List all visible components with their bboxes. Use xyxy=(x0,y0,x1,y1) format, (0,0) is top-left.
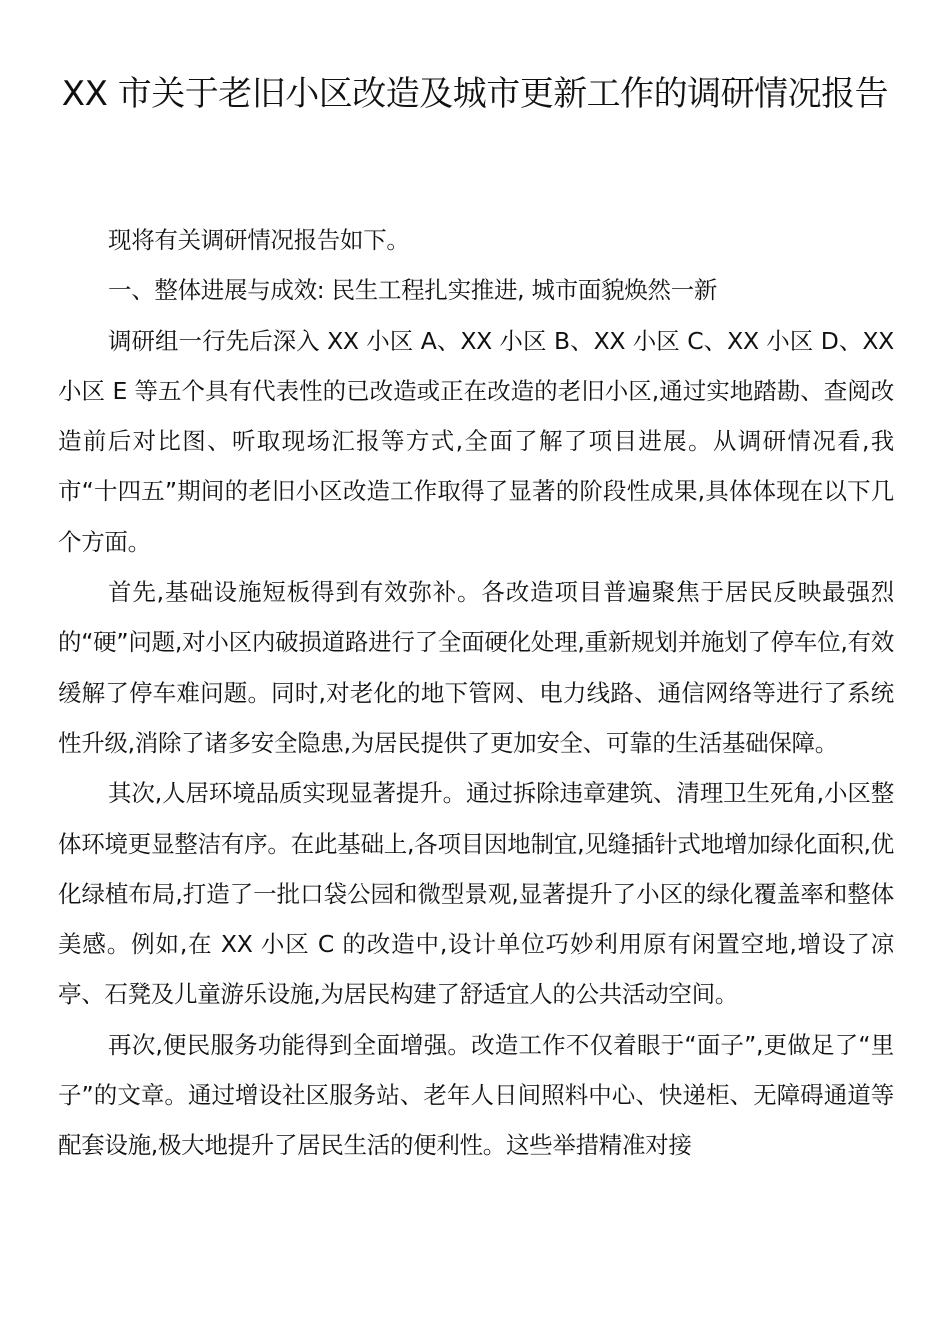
intro-paragraph: 现将有关调研情况报告如下。 xyxy=(108,226,410,254)
paragraph-infrastructure: 首先,基础设施短板得到有效弥补。各改造项目普遍聚焦于居民反映最强烈的“硬”问题,对小区内破损道路进行了全面硬化处理,重新规划并施划了停车位,有效缓解了停车难问题。同时,对老化的地下管网、电力线路、通信网络等进行了系统性升级,消除了诸多安全隐患,为居民提供了更加安全、可靠的生活基础保障。 xyxy=(58,578,894,757)
document-title: XX 市关于老旧小区改造及城市更新工作的调研情况报告 xyxy=(61,74,889,114)
document-body xyxy=(58,215,894,1171)
paragraph-overview: 调研组一行先后深入 XX 小区 A、XX 小区 B、XX 小区 C、XX 小区 D、XX 小区 E 等五个具有代表性的已改造或正在改造的老旧小区,通过实地踏勘、查阅改造前后对比图、听取现场汇报等方式,全面了解了项目进展。从调研情况看,我市“十四五”期间的老旧小区改造工作取得了显著的阶段性成果,具体体现在以下几个方面。 xyxy=(58,326,894,556)
paragraph-environment: 其次,人居环境品质实现显著提升。通过拆除违章建筑、清理卫生死角,小区整体环境更显整洁有序。在此基础上,各项目因地制宜,见缝插针式地增加绿化面积,优化绿植布局,打造了一批口袋公园和微型景观,显著提升了小区的绿化覆盖率和整体美感。例如,在 XX 小区 C 的改造中,设计单位巧妙利用原有闲置空地,增设了凉亭、石凳及儿童游乐设施,为居民构建了舒适宜人的公共活动空间。 xyxy=(58,779,894,1009)
section-heading: 一、整体进展与成效: 民生工程扎实推进, 城市面貌焕然一新 xyxy=(108,276,718,305)
paragraph-services: 再次,便民服务功能得到全面增强。改造工作不仅着眼于“面子”,更做足了“里子”的文章。通过增设社区服务站、老年人日间照料中心、快递柜、无障碍通道等配套设施,极大地提升了居民生活的便利性。这些举措精准对接 xyxy=(58,1030,894,1160)
